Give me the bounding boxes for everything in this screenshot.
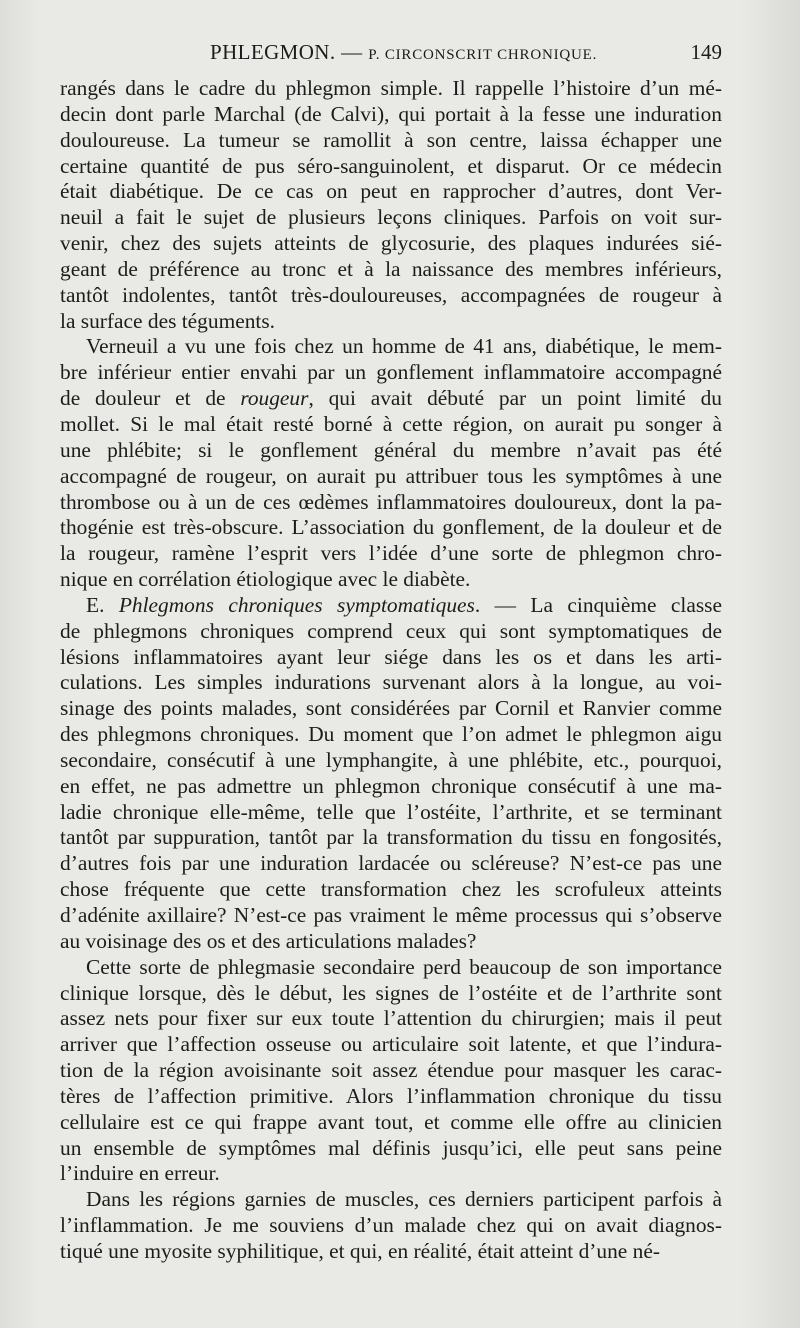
text-line: des phlegmons chroniques. Du moment que l’on admet le phlegmon aigu bbox=[60, 722, 722, 747]
text-line: cellulaire est ce qui frappe avant tout, et comme elle offre au clinicien bbox=[60, 1109, 722, 1134]
text-line: geant de préférence au tronc et à la naissance des membres inférieurs, bbox=[60, 256, 722, 281]
text-line: lésions inflammatoires ayant leur siége dans les os et dans les arti- bbox=[60, 644, 722, 669]
text-line: assez nets pour fixer sur eux toute l’attention du chirurgien; mais il peut bbox=[60, 1006, 722, 1031]
text-line: était diabétique. De ce cas on peut en rapprocher d’autres, dont Ver- bbox=[60, 179, 722, 204]
paragraph bbox=[60, 593, 722, 955]
page-header bbox=[60, 40, 722, 74]
paragraph bbox=[60, 1187, 722, 1265]
page-number: 149 bbox=[690, 40, 722, 64]
paragraph bbox=[60, 334, 722, 592]
text-line: culations. Les simples indurations survenant alors à la longue, au voi- bbox=[60, 670, 722, 695]
text-line: thrombose ou à un de ces œdèmes inflammatoires douloureux, dont la pa- bbox=[60, 489, 722, 514]
paragraph bbox=[60, 76, 722, 334]
text-line: secondaire, consécutif à une lymphangite, à une phlébite, etc., pourquoi, bbox=[60, 747, 722, 772]
body-text bbox=[60, 76, 722, 1265]
text-line: Verneuil a vu une fois chez un homme de 41 ans, diabétique, le mem- bbox=[86, 334, 722, 359]
text-line: mollet. Si le mal était resté borné à cette région, on aurait pu songer à bbox=[60, 411, 722, 436]
text-line: chose fréquente que cette transformation chez les scrofuleux atteints bbox=[60, 877, 722, 902]
italic-phrase: rougeur bbox=[240, 386, 309, 411]
text-line: au voisinage des os et des articulations malades? bbox=[60, 928, 477, 953]
text-line: nique en corrélation étiologique avec le diabète. bbox=[60, 567, 471, 592]
italic-phrase: Phlegmons chroniques symptomatiques bbox=[118, 592, 475, 617]
text-line: accompagné de rougeur, on aurait pu attribuer tous les symptômes à une bbox=[60, 463, 722, 488]
text-line: tantôt par suppuration, tantôt par la transformation du tissu en fongosités, bbox=[60, 825, 722, 850]
text-line: bre inférieur entier envahi par un gonflement inflammatoire accompagné bbox=[60, 360, 722, 385]
text-line: Dans les régions garnies de muscles, ces derniers participent parfois à bbox=[86, 1187, 722, 1212]
running-head-main: PHLEGMON. — bbox=[210, 40, 363, 64]
text-line: venir, chez des sujets atteints de glycosurie, des plaques indurées sié- bbox=[60, 231, 722, 256]
text-line: certaine quantité de pus séro-sanguinolent, et disparut. Or ce médecin bbox=[60, 153, 722, 178]
text-line: tion de la région avoisinante soit assez étendue pour masquer les carac- bbox=[60, 1058, 722, 1083]
text-line: une phlébite; si le gonflement général du membre n’avait pas été bbox=[60, 437, 722, 462]
text-line: clinique lorsque, dès le début, les signes de l’ostéite et de l’arthrite sont bbox=[60, 980, 722, 1005]
text-line: thogénie est très-obscure. L’association du gonflement, de la douleur et de bbox=[60, 515, 722, 540]
text-line: tiqué une myosite syphilitique, et qui, en réalité, était atteint d’une né- bbox=[60, 1238, 660, 1263]
text-line: E. Phlegmons chroniques symptomatiques. — La cinquième classe bbox=[86, 592, 722, 617]
text-line: de phlegmons chroniques comprend ceux qui sont symptomatiques de bbox=[60, 618, 722, 643]
running-head bbox=[210, 40, 597, 65]
text-line: tantôt indolentes, tantôt très-douloureuses, accompagnées de rougeur à bbox=[60, 282, 722, 307]
text-line: douloureuse. La tumeur se ramollit à son centre, laissa échapper une bbox=[60, 127, 722, 152]
running-head-sub: P. CIRCONSCRIT CHRONIQUE. bbox=[368, 47, 598, 63]
text-line: la surface des téguments. bbox=[60, 308, 276, 333]
text-line: en effet, ne pas admettre un phlegmon chronique consécutif à une ma- bbox=[60, 773, 722, 798]
text-line: ladie chronique elle-même, telle que l’ostéite, l’arthrite, et se terminant bbox=[60, 799, 722, 824]
text-line: decin dont parle Marchal (de Calvi), qui portait à la fesse une induration bbox=[60, 101, 722, 126]
text-line: de douleur et de rougeur, qui avait débuté par un point limité du bbox=[60, 386, 722, 411]
text-line: tères de l’affection primitive. Alors l’inflammation chronique du tissu bbox=[60, 1083, 722, 1108]
text-line: Cette sorte de phlegmasie secondaire perd beaucoup de son importance bbox=[86, 954, 722, 979]
text-line: d’autres fois par une induration lardacée ou scléreuse? N’est-ce pas une bbox=[60, 851, 722, 876]
text-line: l’induire en erreur. bbox=[60, 1161, 220, 1186]
text-line: rangés dans le cadre du phlegmon simple. Il rappelle l’histoire d’un mé- bbox=[60, 76, 722, 100]
text-line: arriver que l’affection osseuse ou articulaire soit latente, et que l’indura- bbox=[60, 1032, 722, 1057]
text-line: la rougeur, ramène l’esprit vers l’idée d’une sorte de phlegmon chro- bbox=[60, 541, 722, 566]
text-line: d’adénite axillaire? N’est-ce pas vraiment le même processus qui s’observe bbox=[60, 903, 722, 927]
text-line: un ensemble de symptômes mal définis jusqu’ici, elle peut sans peine bbox=[60, 1135, 722, 1160]
text-line: l’inflammation. Je me souviens d’un malade chez qui on avait diagnos- bbox=[60, 1213, 722, 1238]
text-line: sinage des points malades, sont considérées par Cornil et Ranvier comme bbox=[60, 696, 722, 721]
text-line: neuil a fait le sujet de plusieurs leçons cliniques. Parfois on voit sur- bbox=[60, 205, 722, 230]
paragraph bbox=[60, 955, 722, 1188]
